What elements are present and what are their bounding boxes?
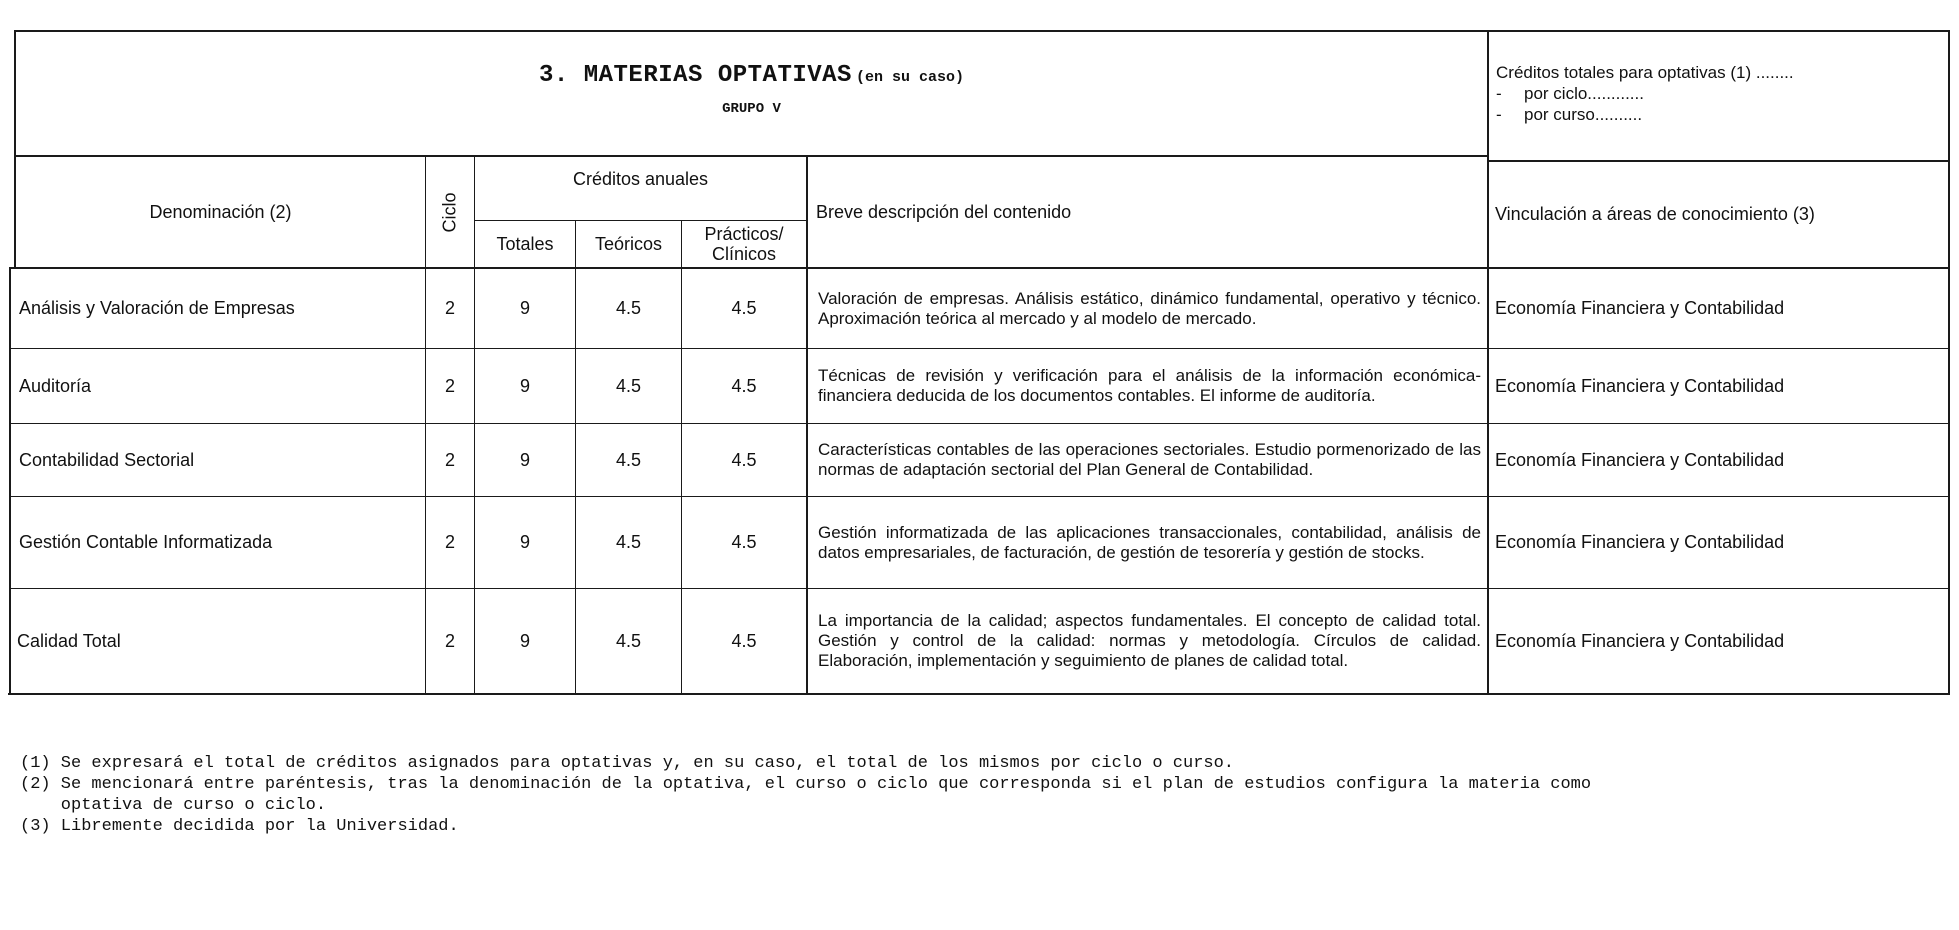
- row-totales: 9: [519, 375, 530, 396]
- section-title: [14, 62, 1489, 89]
- row-totales: 9: [519, 532, 530, 552]
- col-header-descripcion: Breve descripción del contenido: [816, 201, 1072, 222]
- col-header-practicos: Prácticos/ Clínicos: [704, 224, 784, 264]
- row-descripcion: La importancia de la calidad; aspectos fundamentales. El concepto de calidad total. Gestión y control de la calidad: normas y metodología. Círculos de calidad. Elaboración, implementación y seguimiento de planes de calidad total.: [818, 611, 1481, 670]
- row-vinculacion: Economía Financiera y Contabilidad: [1495, 375, 1785, 396]
- row-totales: 9: [519, 298, 530, 318]
- col-header-creditos-anuales: Créditos anuales: [572, 168, 709, 189]
- credits-total-line: Créditos totales para optativas (1) ........: [1496, 63, 1794, 82]
- row-teoricos: 4.5: [615, 532, 642, 552]
- row-denominacion: Auditoría: [19, 375, 92, 396]
- row-practicos: 4.5: [731, 375, 757, 396]
- row-ciclo: 2: [444, 298, 455, 318]
- row-descripcion: Gestión informatizada de las aplicaciones transaccionales, contabilidad, análisis de datos empresariales, de facturación, de gestión de tesorería y gestión de stocks.: [818, 522, 1481, 562]
- col-header-teoricos: Teóricos: [594, 233, 663, 254]
- row-ciclo: 2: [444, 532, 455, 552]
- row-denominacion: Gestión Contable Informatizada: [19, 532, 273, 552]
- row-vinculacion: Economía Financiera y Contabilidad: [1495, 298, 1785, 318]
- group-label: GRUPO V: [722, 101, 781, 117]
- row-vinculacion: Economía Financiera y Contabilidad: [1495, 532, 1785, 552]
- row-vinculacion: Economía Financiera y Contabilidad: [1495, 449, 1785, 470]
- footnote-2: (2) Se mencionará entre paréntesis, tras la denominación de la optativa, el curso o ciclo que corresponda si el plan de estudios configura la materia como: [20, 775, 1592, 794]
- row-teoricos: 4.5: [615, 298, 642, 318]
- row-descripcion: Características contables de las operaciones sectoriales. Estudio pormenorizado de las normas de adaptación sectorial del Plan General de Contabilidad.: [818, 440, 1481, 479]
- section-title-text: 3. MATERIAS OPTATIVAS: [539, 62, 852, 89]
- row-denominacion: Calidad Total: [17, 630, 121, 651]
- row-denominacion: Análisis y Valoración de Empresas: [19, 298, 295, 318]
- row-practicos: 4.5: [731, 449, 757, 470]
- row-teoricos: 4.5: [615, 449, 642, 470]
- row-practicos: 4.5: [731, 298, 757, 318]
- col-header-ciclo-text: Ciclo: [439, 191, 460, 233]
- col-header-totales: Totales: [496, 233, 554, 254]
- col-header-vinculacion: Vinculación a áreas de conocimiento (3): [1495, 204, 1815, 224]
- row-practicos: 4.5: [731, 532, 757, 552]
- credits-per-cycle-line: - por ciclo............: [1496, 84, 1644, 103]
- credits-per-course-line: - por curso..........: [1496, 105, 1643, 124]
- row-ciclo: 2: [444, 375, 455, 396]
- footnote-3: (3) Libremente decidida por la Universidad.: [20, 817, 459, 836]
- col-header-denominacion: Denominación (2): [149, 201, 292, 222]
- row-vinculacion: Economía Financiera y Contabilidad: [1495, 630, 1785, 651]
- row-ciclo: 2: [444, 449, 455, 470]
- footnote-2-continuation: optativa de curso o ciclo.: [20, 796, 327, 815]
- row-teoricos: 4.5: [615, 630, 642, 651]
- row-denominacion: Contabilidad Sectorial: [19, 449, 195, 470]
- section-title-suffix: (en su caso): [855, 69, 964, 86]
- row-teoricos: 4.5: [615, 375, 642, 396]
- row-practicos: 4.5: [731, 630, 757, 651]
- row-descripcion: Valoración de empresas. Análisis estático, dinámico fundamental, operativo y técnico. Aproximación teórica al mercado y al modelo de mercado.: [818, 288, 1481, 328]
- row-descripcion: Técnicas de revisión y verificación para el análisis de la información económica-financiera deducida de los documentos contables. El informe de auditoría.: [818, 366, 1481, 405]
- row-totales: 9: [519, 630, 530, 651]
- col-header-ciclo: [426, 157, 474, 267]
- credits-summary-box: [1496, 62, 1946, 125]
- footnote-1: (1) Se expresará el total de créditos asignados para optativas y, en su caso, el total de los mismos por ciclo o curso.: [20, 754, 1234, 773]
- row-totales: 9: [519, 449, 530, 470]
- row-ciclo: 2: [444, 630, 455, 651]
- footnotes: [20, 753, 1940, 837]
